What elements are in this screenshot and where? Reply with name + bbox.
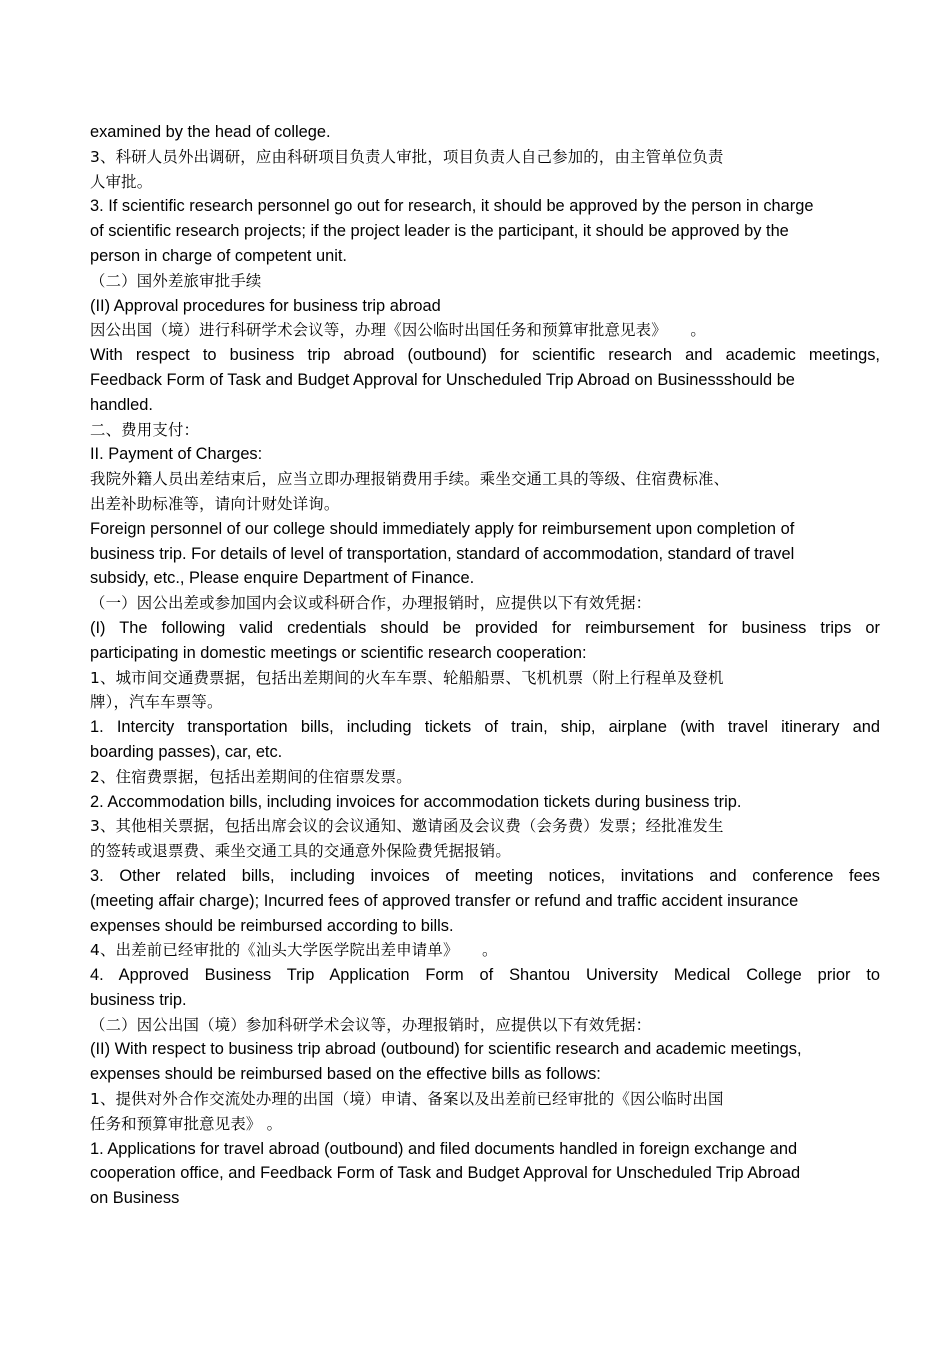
chinese-text-line: 人审批。: [90, 172, 153, 191]
english-text-line: 4. Approved Business Trip Application Form of Shantou University Medical College prior to: [90, 966, 880, 985]
chinese-text-line: 4、出差前已经审批的《汕头大学医学院出差申请单》 。: [90, 941, 498, 960]
english-text-line: (meeting affair charge); Incurred fees of approved transfer or refund and traffic accident insurance: [90, 891, 799, 910]
chinese-text-line: 我院外籍人员出差结束后，应当立即办理报销费用手续。乘坐交通工具的等级、住宿费标准、: [90, 470, 730, 489]
english-text-line: of scientific research projects; if the project leader is the participant, it should be approved by the: [90, 222, 789, 241]
english-text-line: 3. Other related bills, including invoices of meeting notices, invitations and conference fees: [90, 866, 880, 885]
chinese-text-line: 牌），汽车车票等。: [90, 693, 223, 712]
chinese-text-line: 1、提供对外合作交流处办理的出国（境）申请、备案以及出差前已经审批的《因公临时出国: [90, 1090, 724, 1109]
chinese-text-line: 3、科研人员外出调研，应由科研项目负责人审批，项目负责人自己参加的，由主管单位负责: [90, 147, 724, 166]
chinese-text-line: （二）因公出国（境）参加科研学术会议等，办理报销时，应提供以下有效凭据：: [90, 1015, 652, 1034]
english-text-line: (II) With respect to business trip abroad (outbound) for scientific research and academic meetings,: [90, 1040, 802, 1059]
english-text-line: Feedback Form of Task and Budget Approval for Unscheduled Trip Abroad on Businessshould be: [90, 370, 795, 389]
english-text-line: business trip. For details of level of transportation, standard of accommodation, standard of travel: [90, 544, 795, 563]
english-text-line: business trip.: [90, 990, 187, 1009]
english-text-line: With respect to business trip abroad (outbound) for scientific research and academic meetings,: [90, 346, 880, 365]
english-text-line: II. Payment of Charges:: [90, 445, 263, 464]
english-text-line: 2. Accommodation bills, including invoices for accommodation tickets during business trip.: [90, 792, 742, 811]
english-text-line: cooperation office, and Feedback Form of Task and Budget Approval for Unscheduled Trip Abroad: [90, 1164, 801, 1183]
english-text-line: examined by the head of college.: [90, 123, 331, 141]
english-text-line: 1. Intercity transportation bills, including tickets of train, ship, airplane (with travel itinerary and: [90, 718, 880, 737]
english-text-line: participating in domestic meetings or scientific research cooperation:: [90, 643, 587, 662]
document-page: [90, 120, 880, 1211]
english-text-line: (I) The following valid credentials should be provided for reimbursement for business trips or: [90, 618, 880, 637]
english-text-line: boarding passes), car, etc.: [90, 742, 283, 761]
english-text-line: expenses should be reimbursed according to bills.: [90, 916, 454, 935]
english-text-line: (II) Approval procedures for business trip abroad: [90, 296, 441, 315]
chinese-text-line: 因公出国（境）进行科研学术会议等，办理《因公临时出国任务和预算审批意见表》 。: [90, 321, 706, 340]
chinese-text-line: 出差补助标准等，请向计财处详询。: [90, 494, 340, 513]
english-text-line: handled.: [90, 395, 153, 414]
chinese-text-line: 1、城市间交通费票据，包括出差期间的火车车票、轮船船票、飞机机票（附上行程单及登机: [90, 668, 724, 687]
english-text-line: on Business: [90, 1189, 180, 1208]
chinese-text-line: 任务和预算审批意见表》 。: [90, 1114, 283, 1133]
english-text-line: expenses should be reimbursed based on the effective bills as follows:: [90, 1065, 601, 1084]
chinese-text-line: （二）国外差旅审批手续: [90, 271, 262, 290]
english-text-line: 1. Applications for travel abroad (outbound) and filed documents handled in foreign exchange and: [90, 1139, 798, 1158]
english-text-line: subsidy, etc., Please enquire Department of Finance.: [90, 569, 475, 588]
english-text-line: person in charge of competent unit.: [90, 246, 347, 265]
english-text-line: 3. If scientific research personnel go out for research, it should be approved by the person in charge: [90, 197, 814, 216]
chinese-text-line: 2、住宿费票据，包括出差期间的住宿票发票。: [90, 767, 412, 786]
chinese-text-line: （一）因公出差或参加国内会议或科研合作，办理报销时，应提供以下有效凭据：: [90, 594, 652, 613]
chinese-text-line: 3、其他相关票据，包括出席会议的会议通知、邀请函及会议费（会务费）发票；经批准发生: [90, 817, 724, 836]
chinese-text-line: 二、费用支付：: [90, 420, 200, 439]
english-text-line: Foreign personnel of our college should immediately apply for reimbursement upon completion of: [90, 519, 795, 538]
chinese-text-line: 的签转或退票费、乘坐交通工具的交通意外保险费凭据报销。: [90, 842, 511, 861]
